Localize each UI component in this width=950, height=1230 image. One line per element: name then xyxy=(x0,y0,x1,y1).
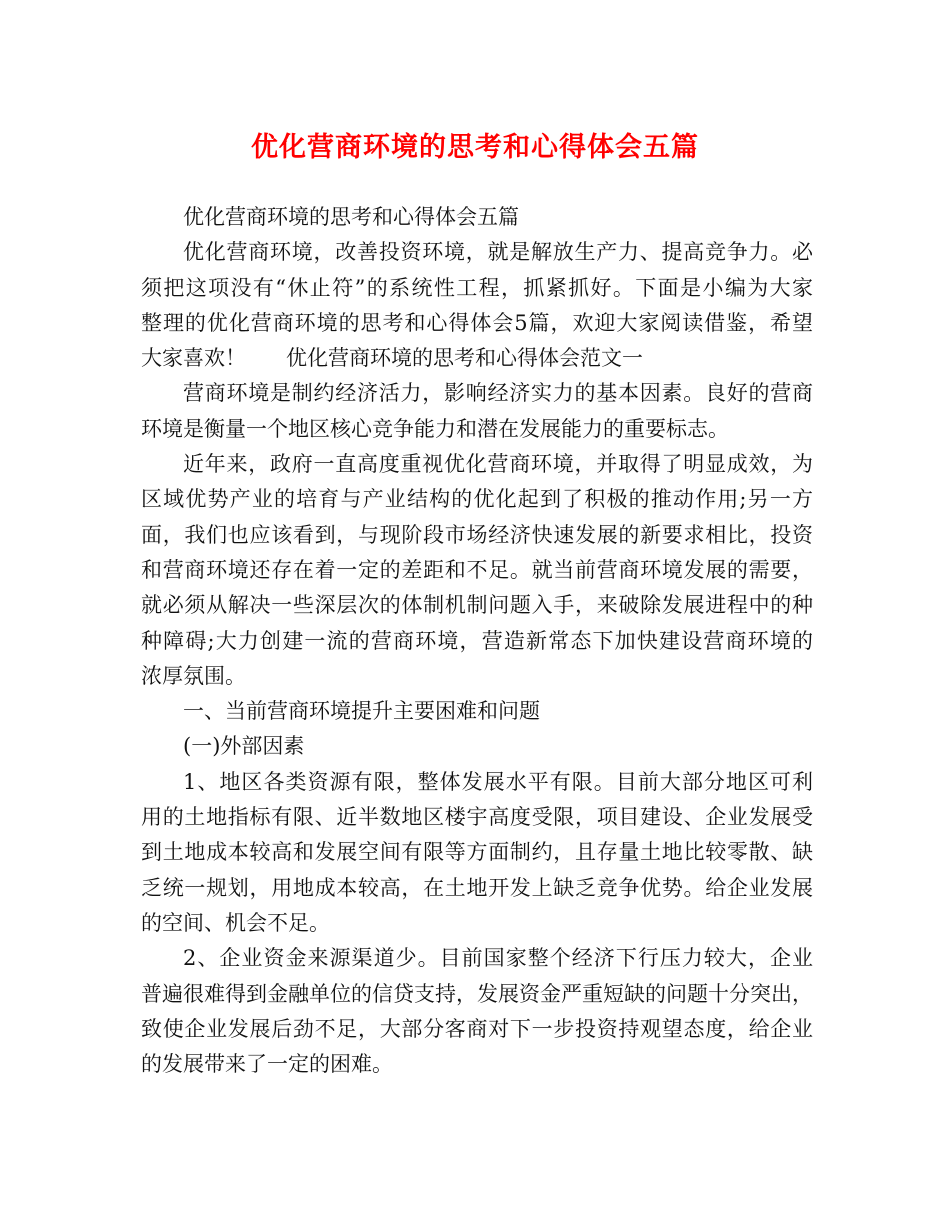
text-line: 整理的优化营商环境的思考和心得体会5篇，欢迎大家阅读借鉴，希望 xyxy=(141,310,813,335)
text-line: 到土地成本较高和发展空间有限等方面制约，且存量土地比较零散、缺 xyxy=(141,840,813,865)
text-line: 近年来，政府一直高度重视优化营商环境，并取得了明显成效，为 xyxy=(183,452,813,477)
text-line: 环境是衡量一个地区核心竞争能力和潜在发展能力的重要标志。 xyxy=(141,416,729,441)
text-line: 区域优势产业的培育与产业结构的优化起到了积极的推动作用;另一方 xyxy=(141,487,813,512)
text-line: 须把这项没有“休止符”的系统性工程，抓紧抓好。下面是小编为大家 xyxy=(141,275,813,300)
text-line: 1、地区各类资源有限，整体发展水平有限。目前大部分地区可利 xyxy=(183,769,813,794)
text-line: 营商环境是制约经济活力，影响经济实力的基本因素。良好的营商 xyxy=(183,381,813,406)
document-body xyxy=(141,200,813,1082)
text-line: 浓厚氛围。 xyxy=(141,663,246,688)
subsection-heading: (一)外部因素 xyxy=(183,734,305,759)
text-line: 就必须从解决一些深层次的体制机制问题入手，来破除发展进程中的种 xyxy=(141,593,813,618)
text-line: 用的土地指标有限、近半数地区楼宇高度受限，项目建设、企业发展受 xyxy=(141,805,813,830)
text-line: 面，我们也应该看到，与现阶段市场经济快速发展的新要求相比，投资 xyxy=(141,522,813,547)
text-segment: 优化营商环境的思考和心得体会范文一 xyxy=(286,346,643,371)
text-line: 致使企业发展后劲不足，大部分客商对下一步投资持观望态度，给企业 xyxy=(141,1016,813,1041)
text-segment: 大家喜欢！ xyxy=(141,346,246,371)
text-line: 优化营商环境的思考和心得体会五篇 xyxy=(183,205,519,229)
text-line: 的发展带来了一定的困难。 xyxy=(141,1052,393,1077)
text-line xyxy=(141,341,813,376)
section-heading: 一、当前营商环境提升主要困难和问题 xyxy=(183,699,540,724)
text-line: 的空间、机会不足。 xyxy=(141,910,330,935)
document-title: 优化营商环境的思考和心得体会五篇 xyxy=(251,132,699,163)
text-line: 优化营商环境，改善投资环境，就是解放生产力、提高竞争力。必 xyxy=(183,240,813,265)
text-line: 乏统一规划，用地成本较高，在土地开发上缺乏竞争优势。给企业发展 xyxy=(141,875,813,900)
text-line: 普遍很难得到金融单位的信贷支持，发展资金严重短缺的问题十分突出， xyxy=(141,981,813,1006)
text-line: 2、企业资金来源渠道少。目前国家整个经济下行压力较大，企业 xyxy=(183,946,813,971)
text-line: 种障碍;大力创建一流的营商环境，营造新常态下加快建设营商环境的 xyxy=(141,628,813,653)
text-line: 和营商环境还存在着一定的差距和不足。就当前营商环境发展的需要， xyxy=(141,557,813,582)
